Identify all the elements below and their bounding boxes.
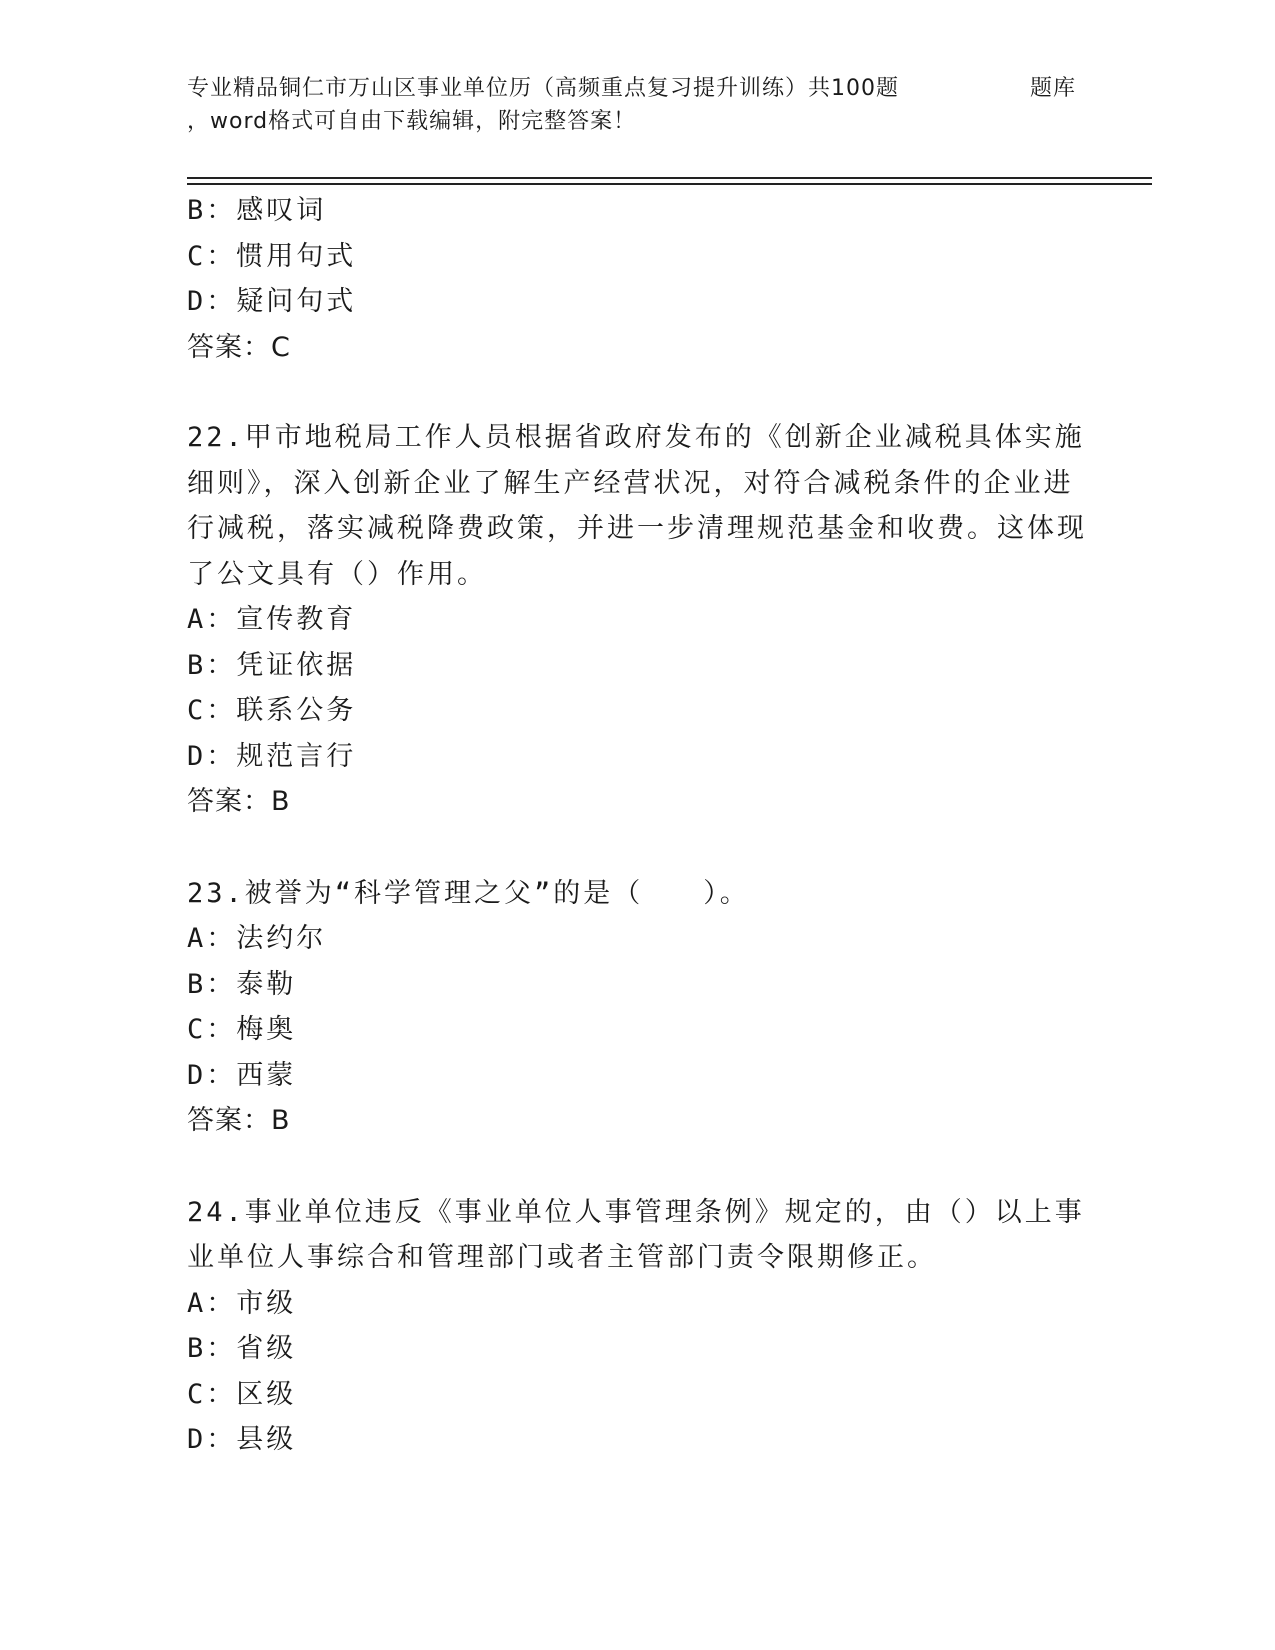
question-21-continued (187, 188, 1087, 370)
document-header (187, 72, 1087, 138)
option-c: C：区级 (187, 1378, 297, 1410)
question-24 (187, 1190, 1087, 1463)
option-b: B：感叹词 (187, 195, 327, 226)
answer-line: 答案：B (187, 1105, 291, 1136)
option-b: B：泰勒 (187, 968, 297, 1000)
question-text: 22.甲市地税局工作人员根据省政府发布的《创新企业减税具体实施细则》，深入创新企业了解生产经营状况，对符合减税条件的企业进行减税，落实减税降费政策，并进一步清理规范基金和收费。这体现了公文具有（）作用。 (187, 422, 1087, 590)
answer-line: 答案：C (187, 331, 291, 363)
header-tag: 题库 (1030, 76, 1077, 101)
option-b: B：省级 (187, 1333, 297, 1364)
question-23 (187, 871, 1087, 1144)
question-text: 24.事业单位违反《事业单位人事管理条例》规定的，由（）以上事业单位人事综合和管理部门或者主管部门责令限期修正。 (187, 1196, 1085, 1273)
option-c: C：梅奥 (187, 1014, 297, 1045)
question-text: 23.被誉为“科学管理之父”的是（ ）。 (187, 877, 750, 909)
document-body (187, 188, 1087, 1463)
answer-line: 答案：B (187, 786, 291, 817)
option-c: C：惯用句式 (187, 240, 357, 272)
header-title: 专业精品铜仁市万山区事业单位历（高频重点复习提升训练）共100题 (187, 76, 899, 101)
option-d: D：疑问句式 (187, 286, 357, 317)
option-b: B：凭证依据 (187, 649, 357, 681)
header-subtitle: ，word格式可自由下载编辑，附完整答案！ (187, 109, 637, 134)
option-a: A：宣传教育 (187, 604, 357, 635)
option-d: D：规范言行 (187, 740, 357, 772)
option-a: A：法约尔 (187, 923, 327, 954)
option-d: D：县级 (187, 1424, 297, 1455)
option-c: C：联系公务 (187, 695, 357, 726)
header-divider-top (187, 177, 1152, 179)
header-title-line (187, 72, 1087, 105)
header-divider-bottom (187, 183, 1152, 185)
option-a: A：市级 (187, 1287, 297, 1319)
option-d: D：西蒙 (187, 1059, 297, 1091)
question-22 (187, 415, 1087, 825)
